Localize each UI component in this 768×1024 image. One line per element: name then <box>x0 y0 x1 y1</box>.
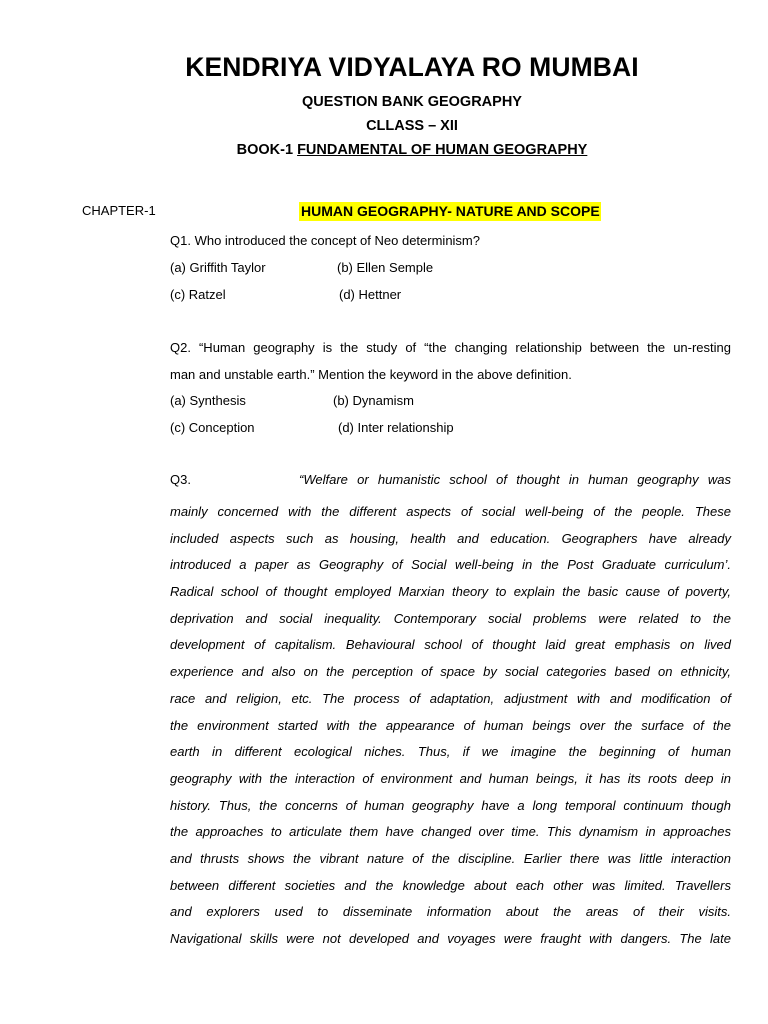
q2-option-a: (a) Synthesis <box>170 393 246 408</box>
q3-line: mainly concerned with the different aspects of social well-being of the people. These <box>170 504 731 519</box>
q2-line-1: Q2. “Human geography is the study of “the changing relationship between the un-resting <box>170 340 731 355</box>
q3-line: development of capitalism. Behavioural school of thought laid great emphasis on lived <box>170 637 731 653</box>
q2-option-d: (d) Inter relationship <box>338 420 454 435</box>
book-name: FUNDAMENTAL OF HUMAN GEOGRAPHY <box>297 142 588 158</box>
class-title: CLLASS – XII <box>366 118 458 134</box>
book-title <box>0 142 768 158</box>
q3-paragraph <box>170 499 731 953</box>
q1-option-c: (c) Ratzel <box>170 287 226 302</box>
q3-line: race and religion, etc. The process of adaptation, adjustment with and modification of <box>170 690 731 706</box>
q2-line-2: man and unstable earth.” Mention the keyword in the above definition. <box>170 367 572 382</box>
q3-label: Q3. <box>170 472 191 487</box>
q3-line: experience and also on the perception of space by social categories based on ethnicity, <box>170 664 731 680</box>
chapter-title: HUMAN GEOGRAPHY- NATURE AND SCOPE <box>301 203 600 219</box>
q3-line: and thrusts shows the vibrant nature of the discipline. Earlier there was little interaction <box>170 850 731 866</box>
book-prefix: BOOK-1 <box>236 142 298 158</box>
q1-question: Q1. Who introduced the concept of Neo determinism? <box>170 233 480 248</box>
q3-line: history. Thus, the concerns of human geography have a long temporal continuum though <box>170 797 731 813</box>
school-title: KENDRIYA VIDYALAYA RO MUMBAI <box>185 52 639 82</box>
q1-option-b: (b) Ellen Semple <box>337 260 434 275</box>
q2-option-c: (c) Conception <box>170 420 255 435</box>
q3-line: geography with the interaction of environment and human beings, it has its roots deep in <box>170 770 731 786</box>
q1-option-d: (d) Hettner <box>339 287 402 302</box>
q3-line: the environment started with the appearance of human beings over the surface of the <box>170 717 731 733</box>
q3-line: included aspects such as housing, health and education. Geographers have already <box>170 530 731 546</box>
q3-line: Radical school of thought employed Marxian theory to explain the basic cause of poverty, <box>170 584 731 600</box>
chapter-number: CHAPTER-1 <box>82 203 156 218</box>
q1-option-a: (a) Griffith Taylor <box>170 260 266 275</box>
q3-line: the approaches to articulate them have changed over time. This dynamism in approaches <box>170 824 731 840</box>
q3-line: earth in different ecological niches. Thus, if we imagine the beginning of human <box>170 744 731 760</box>
q3-line: and explorers used to disseminate information about the areas of their visits. <box>170 904 731 920</box>
q3-line: introduced a paper as Geography of Social well-being in the Post Graduate curriculum’. <box>170 557 731 573</box>
q3-first-line: “Welfare or humanistic school of thought in human geography was <box>299 472 731 487</box>
q3-line: Navigational skills were not developed and voyages were fraught with dangers. The late <box>170 931 731 946</box>
q3-line: deprivation and social inequality. Contemporary social problems were related to the <box>170 610 731 626</box>
subject-title: QUESTION BANK GEOGRAPHY <box>302 94 522 110</box>
q3-line: between different societies and the knowledge about each other was limited. Travellers <box>170 877 731 893</box>
q2-option-b: (b) Dynamism <box>333 393 414 408</box>
